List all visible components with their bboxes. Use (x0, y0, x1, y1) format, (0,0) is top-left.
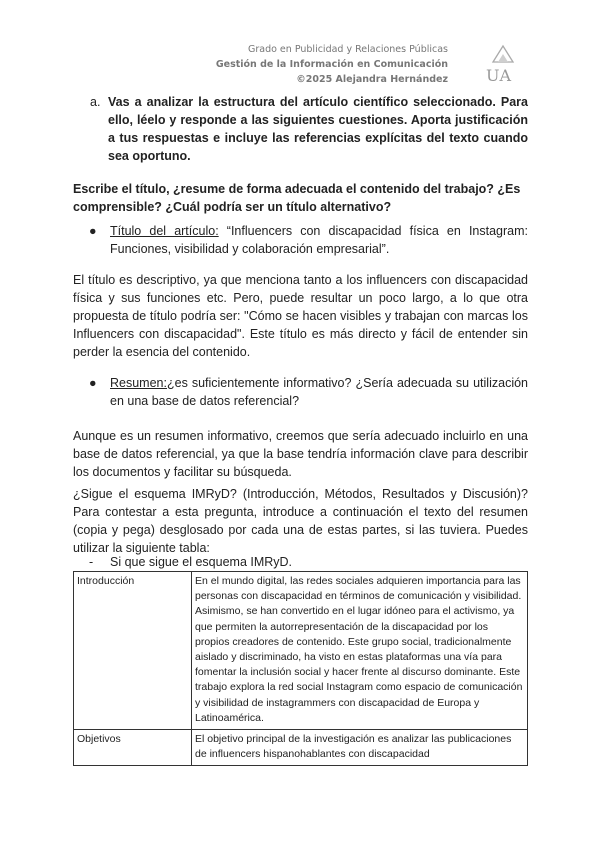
table-row (74, 572, 528, 730)
article-title-value: “Influencers con discapacidad física en Instagram: Funciones, visibilidad y colaboración empresarial”. (110, 224, 528, 256)
paragraph-title-analysis: El título es descriptivo, ya que menciona tanto a los influencers con discapacidad física y sus funciones etc. Pero, puede resultar un poco largo, a lo que otra propuesta de título podría ser: "Cómo se hacen visibles y trabajan con marcas los Influencers con discapacidad". Este título es más directo y fácil de entender sin perder la esencia del contenido. (73, 273, 528, 359)
ua-logo-icon (490, 44, 516, 64)
bullet-article-title (89, 222, 528, 258)
header-copyright: ©2025 Alejandra Hernández (296, 74, 448, 85)
bullet-summary-text (110, 374, 528, 410)
bullet-summary (89, 374, 528, 410)
bullet-dot-icon: ● (89, 376, 97, 390)
bullet-dot-icon: ● (89, 224, 97, 238)
task-instruction (90, 93, 528, 165)
imryd-table (73, 571, 528, 766)
header-course: Gestión de la Información en Comunicación (215, 59, 448, 70)
table-row (74, 730, 528, 766)
question-title: Escribe el título, ¿resume de forma adecuada el contenido del trabajo? ¿Es comprensible? ¿Cuál podría ser un título alternativo? (73, 182, 521, 214)
summary-label: Resumen: (110, 376, 167, 390)
table-cell-text: En el mundo digital, las redes sociales adquieren importancia para las personas con discapacidad en términos de comunicación y visibilidad. Asimismo, se han convertido en el lugar idóneo para el activismo, ya que permiten la autorrepresentación de la discapacidad por los propios creadores de contenido. Este grupo social, tradicionalmente aislado y discriminado, ha visto en estas plataformas una vía para fomentar la inclusión social y hacer frente al discurso dominante. Este trabajo explora la red social Instagram como espacio de comunicación y visibilidad de instagrammers con discapacidad de Europa y Latinoamérica. (192, 572, 528, 730)
article-title-label: Título del artículo: (110, 224, 219, 238)
header-degree: Grado en Publicidad y Relaciones Públicas (247, 44, 448, 55)
bullet-article-title-text (110, 222, 528, 258)
task-marker: a. (90, 95, 101, 109)
summary-question: ¿es suficientemente informativo? ¿Sería adecuada su utilización en una base de datos referencial? (110, 376, 528, 408)
ua-logo-text: UA (486, 66, 512, 85)
task-text: Vas a analizar la estructura del artículo científico seleccionado. Para ello, léelo y responde a las siguientes cuestiones. Aporta justificación a tus respuestas e incluye las referencias explícitas del texto cuando sea oportuno. (108, 95, 528, 163)
table-cell-text: El objetivo principal de la investigación es analizar las publicaciones de influencers hispanohablantes con discapacidad (192, 730, 528, 766)
dash-list-item (89, 553, 292, 571)
table-cell-label: Objetivos (74, 730, 192, 766)
paragraph-summary-analysis: Aunque es un resumen informativo, creemos que sería adecuado incluirlo en una base de datos referencial, ya que la base tendría información clave para describir los documentos y facilitar su búsqueda. (73, 429, 528, 479)
table-cell-label: Introducción (74, 572, 192, 730)
dash-marker: - (89, 555, 94, 569)
document-header (216, 42, 448, 87)
dash-text: Si que sigue el esquema IMRyD. (110, 555, 293, 569)
question-imryd: ¿Sigue el esquema IMRyD? (Introducción, Métodos, Resultados y Discusión)? Para contestar a esta pregunta, introduce a continuación el texto del resumen (copia y pega) desglosado por cada una de estas partes, si las tuviera. Puedes utilizar la siguiente tabla: (73, 487, 528, 555)
ua-logo (486, 44, 520, 86)
